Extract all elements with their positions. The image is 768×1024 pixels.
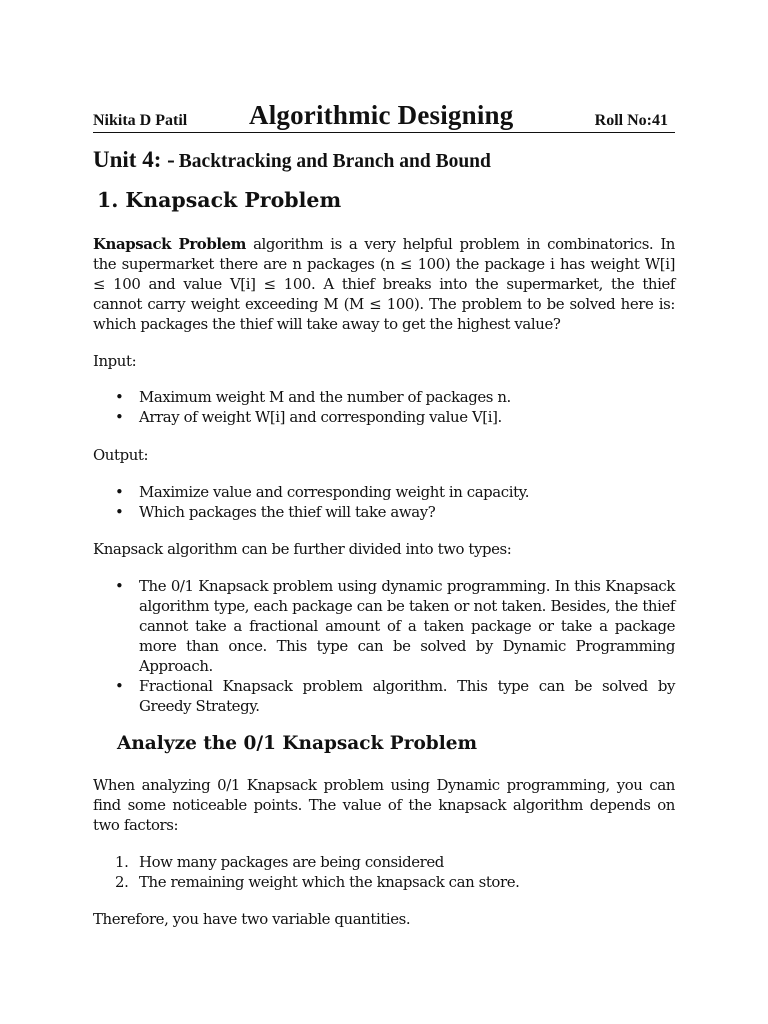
- output-item-text: Which packages the thief will take away?: [139, 503, 436, 521]
- input-item-text: Array of weight W[i] and corresponding value V[i].: [139, 408, 502, 426]
- output-item-text: Maximize value and corresponding weight in capacity.: [139, 483, 530, 501]
- bullet-icon: •: [115, 677, 124, 695]
- input-label: Input:: [93, 352, 137, 370]
- bullet-icon: •: [115, 503, 124, 521]
- intro-paragraph: [93, 234, 675, 334]
- factor-text: The remaining weight which the knapsack can store.: [139, 873, 520, 891]
- factors-list: [93, 852, 675, 892]
- output-list: [93, 482, 675, 522]
- types-list: [93, 576, 675, 716]
- list-item: [93, 576, 675, 676]
- intro-bold-lead: Knapsack Problem: [93, 235, 247, 253]
- input-item-text: Maximum weight M and the number of packages n.: [139, 388, 511, 406]
- author-name: Nikita D Patil: [93, 112, 188, 129]
- list-item: [93, 407, 675, 427]
- item-number: 2.: [115, 873, 129, 891]
- input-list: [93, 387, 675, 427]
- factor-text: How many packages are being considered: [139, 853, 444, 871]
- roll-number: Roll No:41: [594, 112, 668, 129]
- bullet-icon: •: [115, 483, 124, 501]
- page-header: [93, 98, 675, 133]
- unit-title: Backtracking and Branch and Bound: [178, 151, 491, 172]
- unit-heading: [93, 147, 491, 173]
- section-heading: [97, 188, 341, 212]
- list-item: [93, 502, 675, 522]
- bullet-icon: •: [115, 388, 124, 406]
- section-title: Knapsack Problem: [125, 188, 342, 212]
- intro-text: algorithm is a very helpful problem in combinatorics. In the supermarket there are n packages (n ≤ 100) the package i has weight W[i] ≤ 100 and value V[i] ≤ 100. A thief breaks into the supermarket, the thief cannot carry weight exceeding M (M ≤ 100). The problem to be solved here is: which packages the thief will take away to get the highest value?: [93, 235, 675, 333]
- list-item: [93, 872, 675, 892]
- subsection-heading: Analyze the 0/1 Knapsack Problem: [117, 733, 478, 754]
- conclusion-paragraph: Therefore, you have two variable quantities.: [93, 910, 411, 928]
- type-item-text: Fractional Knapsack problem algorithm. This type can be solved by Greedy Strategy.: [139, 677, 675, 715]
- output-label: Output:: [93, 446, 149, 464]
- section-number: 1.: [97, 188, 119, 212]
- bullet-icon: •: [115, 577, 124, 595]
- unit-label: Unit 4: -: [93, 147, 175, 172]
- document-title: Algorithmic Designing: [249, 100, 514, 130]
- list-item: [93, 676, 675, 716]
- list-item: [93, 482, 675, 502]
- bullet-icon: •: [115, 408, 124, 426]
- analyze-paragraph: When analyzing 0/1 Knapsack problem using Dynamic programming, you can find some noticeable points. The value of the knapsack algorithm depends on two factors:: [93, 776, 675, 834]
- types-intro: Knapsack algorithm can be further divided into two types:: [93, 540, 512, 558]
- item-number: 1.: [115, 853, 129, 871]
- list-item: [93, 387, 675, 407]
- type-item-text: The 0/1 Knapsack problem using dynamic programming. In this Knapsack algorithm type, each package can be taken or not taken. Besides, the thief cannot take a fractional amount of a taken package or take a package more than once. This type can be solved by Dynamic Programming Approach.: [139, 577, 675, 675]
- list-item: [93, 852, 675, 872]
